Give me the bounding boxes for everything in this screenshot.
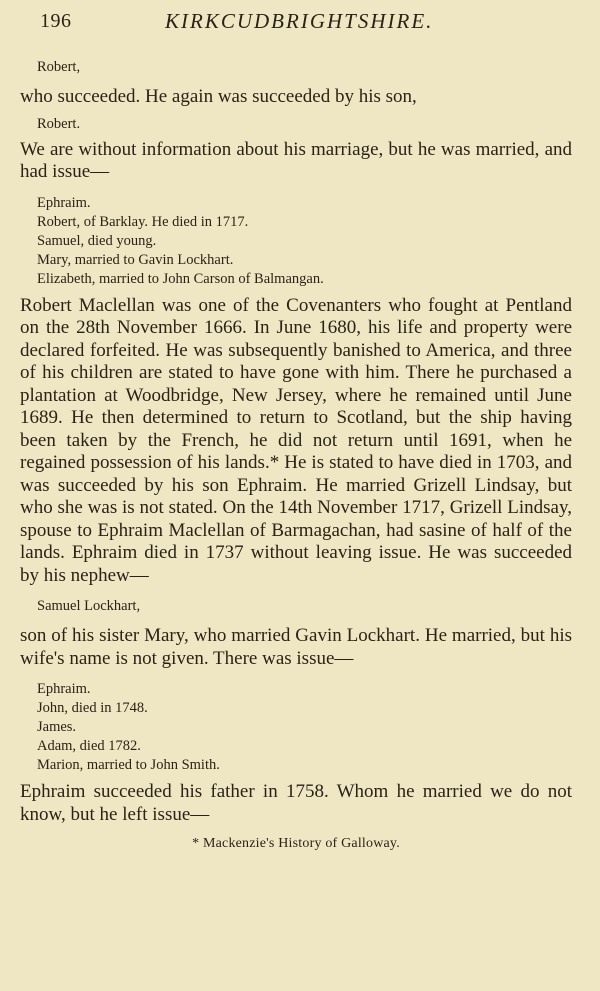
list-item: Ephraim. (37, 681, 91, 697)
paragraph: Ephraim succeeded his father in 1758. Whom he married we do not know, but he left issue— (20, 781, 572, 825)
heir-name: Robert. (37, 115, 81, 132)
list-item: Ephraim. (37, 194, 91, 211)
paragraph: We are without information about his marriage, but he was married, and had issue— (20, 138, 572, 182)
list-item: Mary, married to Gavin Lockhart. (37, 251, 234, 268)
list-item: Robert, of Barklay. He died in 1717. (37, 213, 249, 230)
heir-name: Robert, (37, 59, 81, 75)
list-item: Samuel, died young. (37, 232, 157, 249)
list-item: James. (37, 719, 77, 735)
children-list (37, 680, 572, 775)
paragraph: son of his sister Mary, who married Gavin Lockhart. He married, but his wife's name is not given. There was issue— (20, 625, 572, 669)
page-header (20, 0, 572, 40)
heir-name: Samuel Lockhart, (37, 598, 141, 614)
page-body (20, 58, 572, 852)
list-item: John, died in 1748. (37, 700, 148, 716)
paragraph: Robert Maclellan was one of the Covenanters who fought at Pentland on the 28th November 1666. In June 1680, his life and property were declared forfeited. He was subsequently banished to America, and three of his children are stated to have gone with him. There he purchased a plantation at Woodbridge, New Jersey, where he remained until June 1689. He then determined to return to Scotland, but the ship having been taken by the French, he did not return until 1691, when he regained possession of his lands.* He is stated to have died in 1703, and was succeeded by his son Ephraim. He married Grizell Lindsay, but who she was is not stated. On the 14th November 1717, Grizell Lindsay, spouse to Ephraim Maclellan of Barmagachan, had sasine of half of the lands. Ephraim died in 1737 without leaving issue. He was succeeded by his nephew— (20, 294, 572, 586)
list-item: Elizabeth, married to John Carson of Balmangan. (37, 270, 324, 287)
footnote: * Mackenzie's History of Galloway. (192, 836, 400, 851)
children-list (37, 194, 572, 289)
running-head: KIRKCUDBRIGHTSHIRE. (165, 9, 434, 33)
page-number: 196 (40, 10, 72, 32)
list-item: Adam, died 1782. (37, 738, 141, 754)
list-item: Marion, married to John Smith. (37, 757, 220, 773)
paragraph: who succeeded. He again was succeeded by his son, (20, 86, 417, 107)
